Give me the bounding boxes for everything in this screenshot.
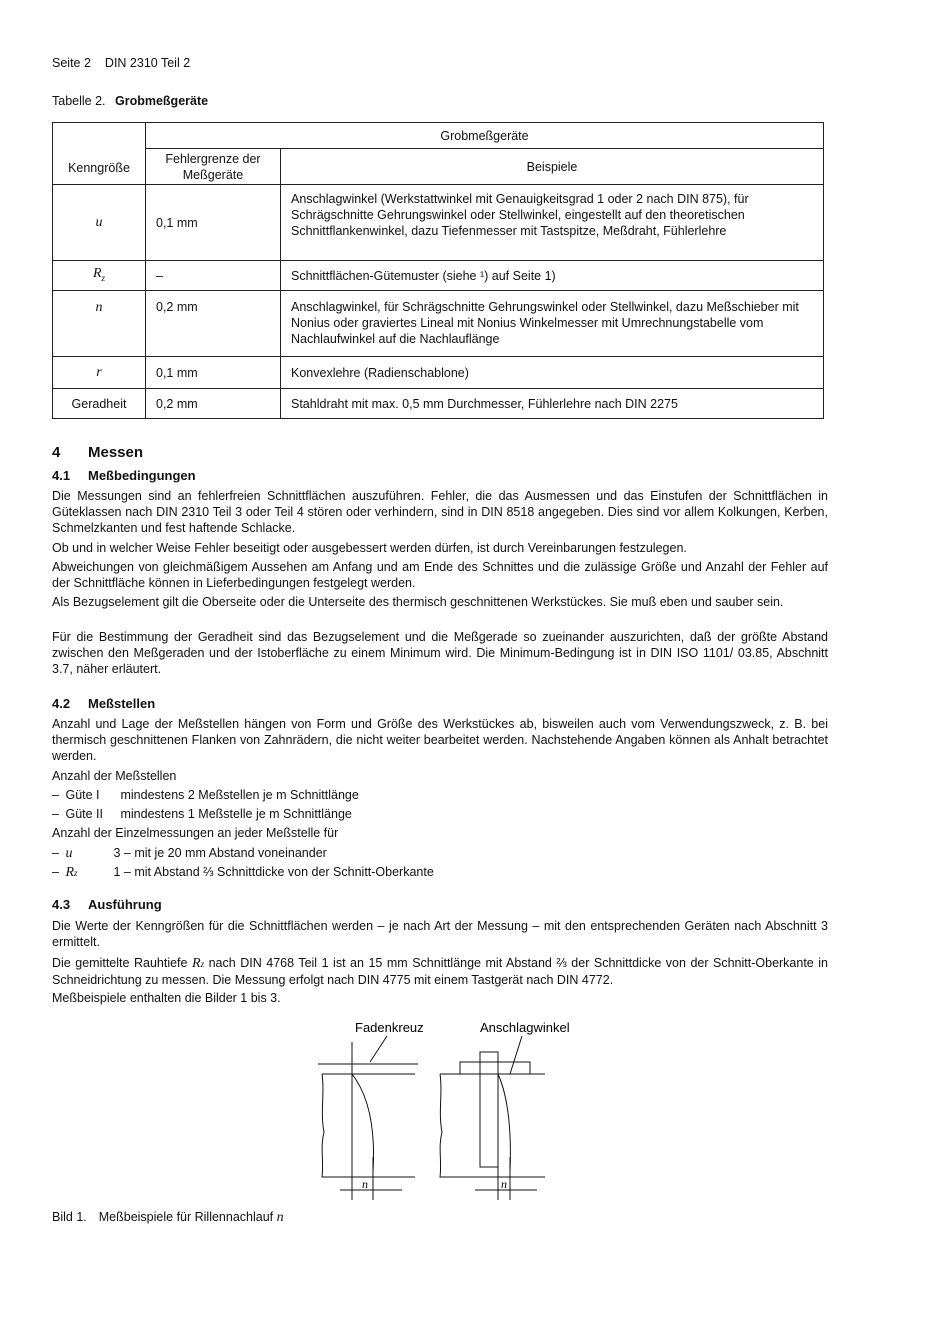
grobmessgeraete-table (52, 122, 824, 419)
section-4-2-heading: 4.2 Meßstellen (52, 696, 156, 711)
limit-cell: 0,2 mm (146, 389, 281, 419)
guete-2-line: – Güte II mindestens 1 Meßstelle je m Schnittlänge (52, 807, 352, 821)
table-row (53, 357, 824, 389)
label-fadenkreuz: Fadenkreuz (355, 1020, 424, 1035)
kenngroesse-cell: $R_z$ (53, 261, 146, 291)
header-group: Grobmeßgeräte (146, 123, 824, 149)
table-row (53, 261, 824, 291)
u-measure-line: – u 3 – mit je 20 mm Abstand voneinander (52, 846, 327, 861)
header-fehlergrenze: Fehlergrenze der Meßgeräte (146, 149, 281, 185)
s41-paragraph-2: Ob und in welcher Weise Fehler beseitigt oder ausgebessert werden dürfen, ist durch Vereinbarungen festzulegen. (52, 541, 687, 555)
table-caption-prefix: Tabelle 2. (52, 94, 106, 108)
header-beispiele: Beispiele (281, 149, 824, 185)
s43-paragraph-3: Meßbeispiele enthalten die Bilder 1 bis 3. (52, 991, 281, 1005)
kenngroesse-cell: r (53, 357, 146, 389)
s42-label-messstellen: Anzahl der Meßstellen (52, 769, 177, 783)
limit-cell: 0,2 mm (146, 291, 281, 357)
s43-paragraph-2: Die gemittelte Rauhtiefe Rz nach DIN 4768 Teil 1 ist an 15 mm Schnittlänge mit Abstand ⅔ der Schnittdicke von der Schnitt-Oberkante in Schneidrichtung zu messen. Die Messung erfolgt nach DIN 4775 mit einem Tastgerät nach DIN 4772. (52, 956, 828, 987)
table-row (53, 185, 824, 261)
limit-cell: 0,1 mm (146, 357, 281, 389)
section-4-1-heading: 4.1 Meßbedingungen (52, 468, 196, 483)
example-cell: Konvexlehre (Radienschablone) (281, 357, 824, 389)
s41-paragraph-5: Für die Bestimmung der Geradheit sind das Bezugselement und die Meßgerade so zueinander auszurichten, daß der größte Abstand zwischen den Meßgeraden und der Istoberfläche zu einem Minimum wird. Die Minimum-Bedingung ist in DIN ISO 1101/ 03.85, Abschnitt 3.7, näher erläutert. (52, 630, 828, 676)
limit-cell: 0,1 mm (146, 185, 281, 261)
fadenkreuz-drawing (318, 1036, 418, 1200)
figure-caption: Bild 1. Meßbeispiele für Rillennachlauf n (52, 1210, 284, 1225)
kenngroesse-cell: n (53, 291, 146, 357)
kenngroesse-cell: Geradheit (53, 389, 146, 419)
s41-paragraph-4: Als Bezugselement gilt die Oberseite oder die Unterseite des thermisch geschnittenen Werkstückes. Sie muß eben und sauber sein. (52, 595, 784, 609)
s43-paragraph-1: Die Werte der Kenngrößen für die Schnittflächen werden – je nach Art der Messung – mit den entsprechenden Geräten nach Abschnitt 3 ermittelt. (52, 919, 828, 949)
dim-label-right: n (501, 1177, 507, 1191)
table-row (53, 291, 824, 357)
s41-paragraph-1: Die Messungen sind an fehlerfreien Schnittflächen auszuführen. Fehler, die das Ausmessen und das Einstufen der Schnittflächen in Güteklassen nach DIN 2310 Teil 3 oder Teil 4 stören oder verhindern, sind in DIN 8518 angegeben. Dies sind vor allem Kolkungen, Kerben, Schmelzkanten und fest haftende Schlacke. (52, 489, 828, 535)
document-id: DIN 2310 Teil 2 (104, 56, 191, 70)
figure-messbeispiele (300, 1012, 600, 1202)
section-4-heading: 4 Messen (52, 444, 144, 461)
example-cell: Stahldraht mit max. 0,5 mm Durchmesser, Fühlerlehre nach DIN 2275 (281, 389, 824, 419)
s42-label-einzelmessungen: Anzahl der Einzelmessungen an jeder Meßstelle für (52, 826, 339, 840)
table-row (53, 389, 824, 419)
example-cell: Anschlagwinkel (Werkstattwinkel mit Genauigkeitsgrad 1 oder 2 nach DIN 875), für Schrägschnitte Gehrungswinkel oder Stellwinkel, eingestellt auf den theoretischen Schnittflankenwinkel, dazu Tiefenmesser mit Tastspitze, Meßdraht, Fühlerlehre (281, 185, 824, 261)
page-header (52, 56, 190, 70)
example-cell: Schnittflächen-Gütemuster (siehe ¹) auf Seite 1) (281, 261, 824, 291)
table-caption (52, 94, 208, 108)
dim-label-left: n (362, 1177, 368, 1191)
s41-paragraph-3: Abweichungen von gleichmäßigem Aussehen am Anfang und am Ende des Schnittes und die zulässige Größe und Anzahl der Fehler auf der Schnittfläche können in Lieferbedingungen festgelegt werden. (52, 560, 828, 590)
kenngroesse-cell: u (53, 185, 146, 261)
limit-cell: – (146, 261, 281, 291)
label-anschlagwinkel: Anschlagwinkel (480, 1020, 570, 1035)
s42-paragraph-1: Anzahl und Lage der Meßstellen hängen von Form und Größe des Werkstückes ab, bisweilen auch vom Verwendungszweck, z. B. bei thermisch geschnittenen Flanken von Zahnrädern, die nicht weiter bearbeitet werden. Nachstehende Angaben können als Anhalt betrachtet werden. (52, 717, 828, 763)
rz-measure-line: – Rz 1 – mit Abstand ⅔ Schnittdicke von der Schnitt-Oberkante (52, 865, 434, 880)
anschlagwinkel-drawing (440, 1036, 545, 1200)
header-kenngroesse: Kenngröße (53, 123, 146, 185)
example-cell: Anschlagwinkel, für Schrägschnitte Gehrungswinkel oder Stellwinkel, dazu Meßschieber mit Nonius oder graviertes Lineal mit Nonius Winkelmesser mit Umrechnungstabelle vom Nachlaufwinkel auf die Nachlauflänge (281, 291, 824, 357)
table-caption-title: Grobmeßgeräte (115, 94, 209, 108)
page-number: Seite 2 (52, 56, 91, 70)
section-4-3-heading: 4.3 Ausführung (52, 897, 162, 912)
guete-1-line: – Güte I mindestens 2 Meßstellen je m Schnittlänge (52, 788, 359, 802)
